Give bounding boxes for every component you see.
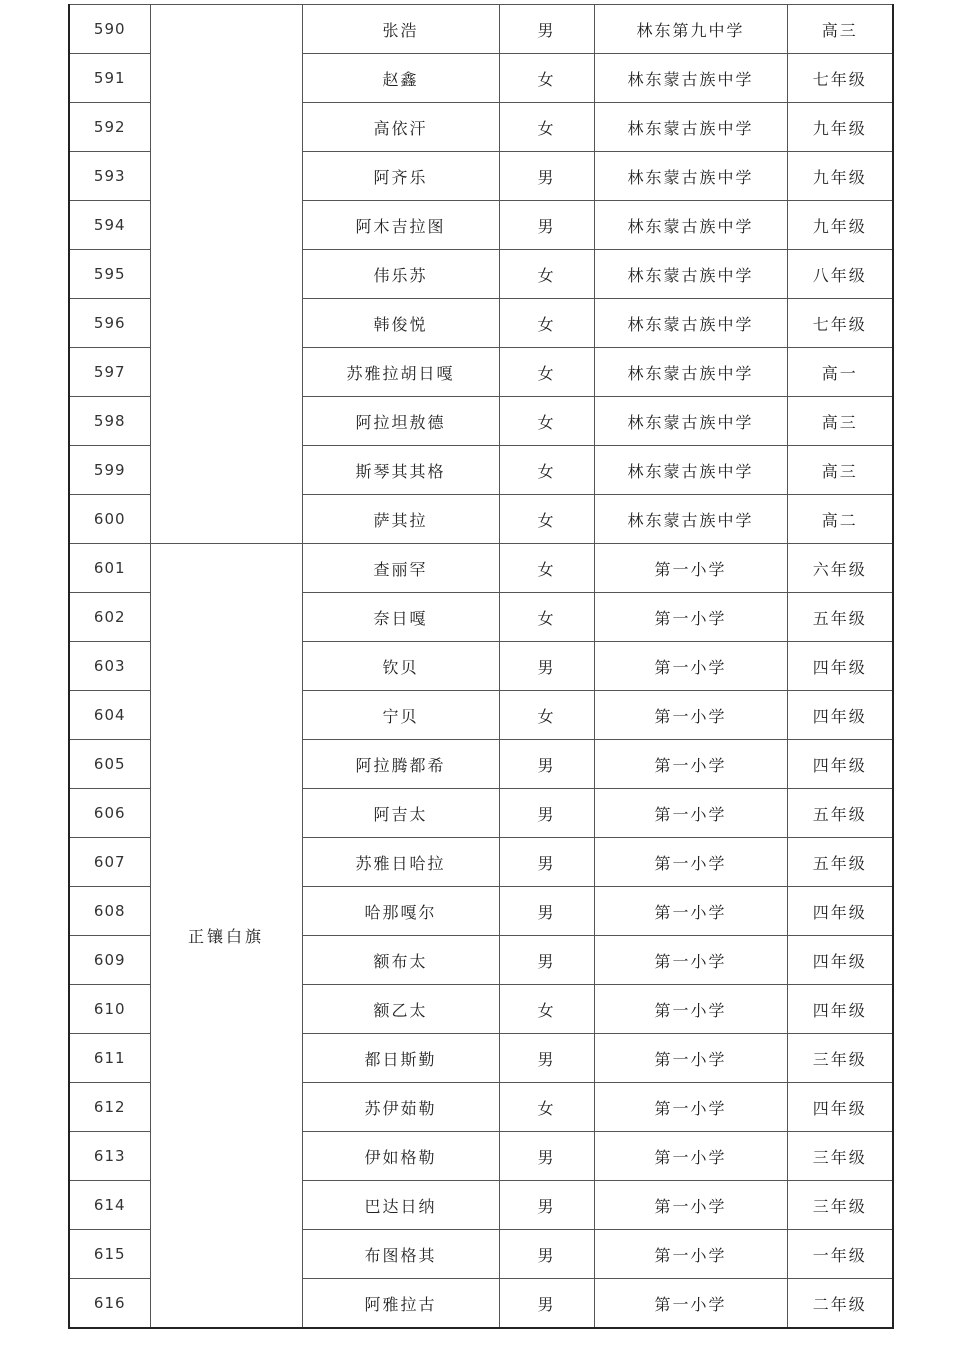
student-name: 巴达日纳 bbox=[302, 1181, 499, 1230]
school-name: 第一小学 bbox=[594, 1181, 787, 1230]
grade-level: 三年级 bbox=[787, 1181, 893, 1230]
student-gender: 女 bbox=[499, 397, 594, 446]
student-name: 赵鑫 bbox=[302, 54, 499, 103]
student-gender: 女 bbox=[499, 691, 594, 740]
grade-level: 高三 bbox=[787, 446, 893, 495]
student-name: 钦贝 bbox=[302, 642, 499, 691]
grade-level: 五年级 bbox=[787, 838, 893, 887]
row-number: 594 bbox=[69, 201, 150, 250]
grade-level: 六年级 bbox=[787, 544, 893, 593]
row-number: 608 bbox=[69, 887, 150, 936]
student-name: 苏雅拉胡日嘎 bbox=[302, 348, 499, 397]
student-gender: 女 bbox=[499, 103, 594, 152]
grade-level: 四年级 bbox=[787, 740, 893, 789]
grade-level: 四年级 bbox=[787, 985, 893, 1034]
school-name: 林东蒙古族中学 bbox=[594, 152, 787, 201]
school-name: 第一小学 bbox=[594, 593, 787, 642]
student-gender: 女 bbox=[499, 446, 594, 495]
row-number: 597 bbox=[69, 348, 150, 397]
row-number: 603 bbox=[69, 642, 150, 691]
student-name: 阿雅拉古 bbox=[302, 1279, 499, 1329]
student-name: 都日斯勤 bbox=[302, 1034, 499, 1083]
school-name: 第一小学 bbox=[594, 740, 787, 789]
student-name: 伟乐苏 bbox=[302, 250, 499, 299]
school-name: 林东蒙古族中学 bbox=[594, 397, 787, 446]
school-name: 林东蒙古族中学 bbox=[594, 103, 787, 152]
student-name: 奈日嘎 bbox=[302, 593, 499, 642]
row-number: 600 bbox=[69, 495, 150, 544]
row-number: 596 bbox=[69, 299, 150, 348]
row-number: 602 bbox=[69, 593, 150, 642]
region-cell bbox=[150, 5, 302, 544]
grade-level: 四年级 bbox=[787, 887, 893, 936]
school-name: 林东蒙古族中学 bbox=[594, 201, 787, 250]
student-gender: 女 bbox=[499, 299, 594, 348]
grade-level: 九年级 bbox=[787, 201, 893, 250]
student-name: 阿拉坦敖德 bbox=[302, 397, 499, 446]
student-gender: 男 bbox=[499, 838, 594, 887]
student-gender: 女 bbox=[499, 250, 594, 299]
student-gender: 男 bbox=[499, 201, 594, 250]
row-number: 607 bbox=[69, 838, 150, 887]
grade-level: 七年级 bbox=[787, 299, 893, 348]
row-number: 612 bbox=[69, 1083, 150, 1132]
student-name: 苏伊茹勒 bbox=[302, 1083, 499, 1132]
row-number: 599 bbox=[69, 446, 150, 495]
student-name: 哈那嘎尔 bbox=[302, 887, 499, 936]
grade-level: 高二 bbox=[787, 495, 893, 544]
student-gender: 女 bbox=[499, 54, 594, 103]
student-name: 查丽罕 bbox=[302, 544, 499, 593]
school-name: 第一小学 bbox=[594, 985, 787, 1034]
student-gender: 男 bbox=[499, 152, 594, 201]
student-gender: 男 bbox=[499, 1181, 594, 1230]
school-name: 林东第九中学 bbox=[594, 5, 787, 54]
region-cell: 正镶白旗 bbox=[150, 544, 302, 1329]
student-gender: 男 bbox=[499, 936, 594, 985]
row-number: 614 bbox=[69, 1181, 150, 1230]
grade-level: 三年级 bbox=[787, 1034, 893, 1083]
row-number: 595 bbox=[69, 250, 150, 299]
student-name: 阿吉太 bbox=[302, 789, 499, 838]
school-name: 第一小学 bbox=[594, 1083, 787, 1132]
student-name: 苏雅日哈拉 bbox=[302, 838, 499, 887]
student-name: 韩俊悦 bbox=[302, 299, 499, 348]
row-number: 604 bbox=[69, 691, 150, 740]
school-name: 第一小学 bbox=[594, 642, 787, 691]
school-name: 林东蒙古族中学 bbox=[594, 446, 787, 495]
row-number: 601 bbox=[69, 544, 150, 593]
grade-level: 三年级 bbox=[787, 1132, 893, 1181]
student-name: 额乙太 bbox=[302, 985, 499, 1034]
row-number: 598 bbox=[69, 397, 150, 446]
student-name: 张浩 bbox=[302, 5, 499, 54]
row-number: 609 bbox=[69, 936, 150, 985]
student-gender: 女 bbox=[499, 348, 594, 397]
student-gender: 女 bbox=[499, 985, 594, 1034]
student-gender: 男 bbox=[499, 887, 594, 936]
school-name: 第一小学 bbox=[594, 544, 787, 593]
grade-level: 九年级 bbox=[787, 103, 893, 152]
grade-level: 二年级 bbox=[787, 1279, 893, 1329]
student-gender: 男 bbox=[499, 1132, 594, 1181]
student-gender: 男 bbox=[499, 5, 594, 54]
grade-level: 四年级 bbox=[787, 936, 893, 985]
grade-level: 四年级 bbox=[787, 691, 893, 740]
school-name: 第一小学 bbox=[594, 691, 787, 740]
student-name: 高依汗 bbox=[302, 103, 499, 152]
grade-level: 五年级 bbox=[787, 789, 893, 838]
row-number: 616 bbox=[69, 1279, 150, 1329]
school-name: 第一小学 bbox=[594, 1034, 787, 1083]
student-gender: 男 bbox=[499, 789, 594, 838]
student-name: 布图格其 bbox=[302, 1230, 499, 1279]
grade-level: 高三 bbox=[787, 5, 893, 54]
school-name: 第一小学 bbox=[594, 789, 787, 838]
row-number: 606 bbox=[69, 789, 150, 838]
school-name: 林东蒙古族中学 bbox=[594, 250, 787, 299]
student-name: 伊如格勒 bbox=[302, 1132, 499, 1181]
student-name: 额布太 bbox=[302, 936, 499, 985]
student-gender: 男 bbox=[499, 1279, 594, 1329]
student-name: 阿木吉拉图 bbox=[302, 201, 499, 250]
row-number: 605 bbox=[69, 740, 150, 789]
student-gender: 男 bbox=[499, 1034, 594, 1083]
student-list-sheet bbox=[68, 4, 892, 1330]
student-name: 阿齐乐 bbox=[302, 152, 499, 201]
school-name: 第一小学 bbox=[594, 936, 787, 985]
grade-level: 四年级 bbox=[787, 1083, 893, 1132]
school-name: 林东蒙古族中学 bbox=[594, 495, 787, 544]
school-name: 林东蒙古族中学 bbox=[594, 54, 787, 103]
student-gender: 女 bbox=[499, 544, 594, 593]
student-gender: 男 bbox=[499, 740, 594, 789]
grade-level: 四年级 bbox=[787, 642, 893, 691]
school-name: 第一小学 bbox=[594, 1132, 787, 1181]
row-number: 613 bbox=[69, 1132, 150, 1181]
grade-level: 七年级 bbox=[787, 54, 893, 103]
school-name: 林东蒙古族中学 bbox=[594, 348, 787, 397]
grade-level: 八年级 bbox=[787, 250, 893, 299]
row-number: 590 bbox=[69, 5, 150, 54]
school-name: 第一小学 bbox=[594, 1230, 787, 1279]
row-number: 615 bbox=[69, 1230, 150, 1279]
row-number: 592 bbox=[69, 103, 150, 152]
row-number: 610 bbox=[69, 985, 150, 1034]
grade-level: 九年级 bbox=[787, 152, 893, 201]
row-number: 611 bbox=[69, 1034, 150, 1083]
grade-level: 五年级 bbox=[787, 593, 893, 642]
table-row bbox=[69, 544, 893, 593]
school-name: 林东蒙古族中学 bbox=[594, 299, 787, 348]
student-name: 宁贝 bbox=[302, 691, 499, 740]
student-name: 阿拉腾都希 bbox=[302, 740, 499, 789]
row-number: 593 bbox=[69, 152, 150, 201]
school-name: 第一小学 bbox=[594, 838, 787, 887]
grade-level: 高三 bbox=[787, 397, 893, 446]
student-gender: 女 bbox=[499, 495, 594, 544]
grade-level: 高一 bbox=[787, 348, 893, 397]
student-gender: 男 bbox=[499, 1230, 594, 1279]
student-name: 萨其拉 bbox=[302, 495, 499, 544]
row-number: 591 bbox=[69, 54, 150, 103]
student-name: 斯琴其其格 bbox=[302, 446, 499, 495]
student-table bbox=[68, 4, 894, 1329]
school-name: 第一小学 bbox=[594, 887, 787, 936]
table-row bbox=[69, 5, 893, 54]
grade-level: 一年级 bbox=[787, 1230, 893, 1279]
school-name: 第一小学 bbox=[594, 1279, 787, 1329]
student-gender: 女 bbox=[499, 1083, 594, 1132]
student-gender: 男 bbox=[499, 642, 594, 691]
student-gender: 女 bbox=[499, 593, 594, 642]
